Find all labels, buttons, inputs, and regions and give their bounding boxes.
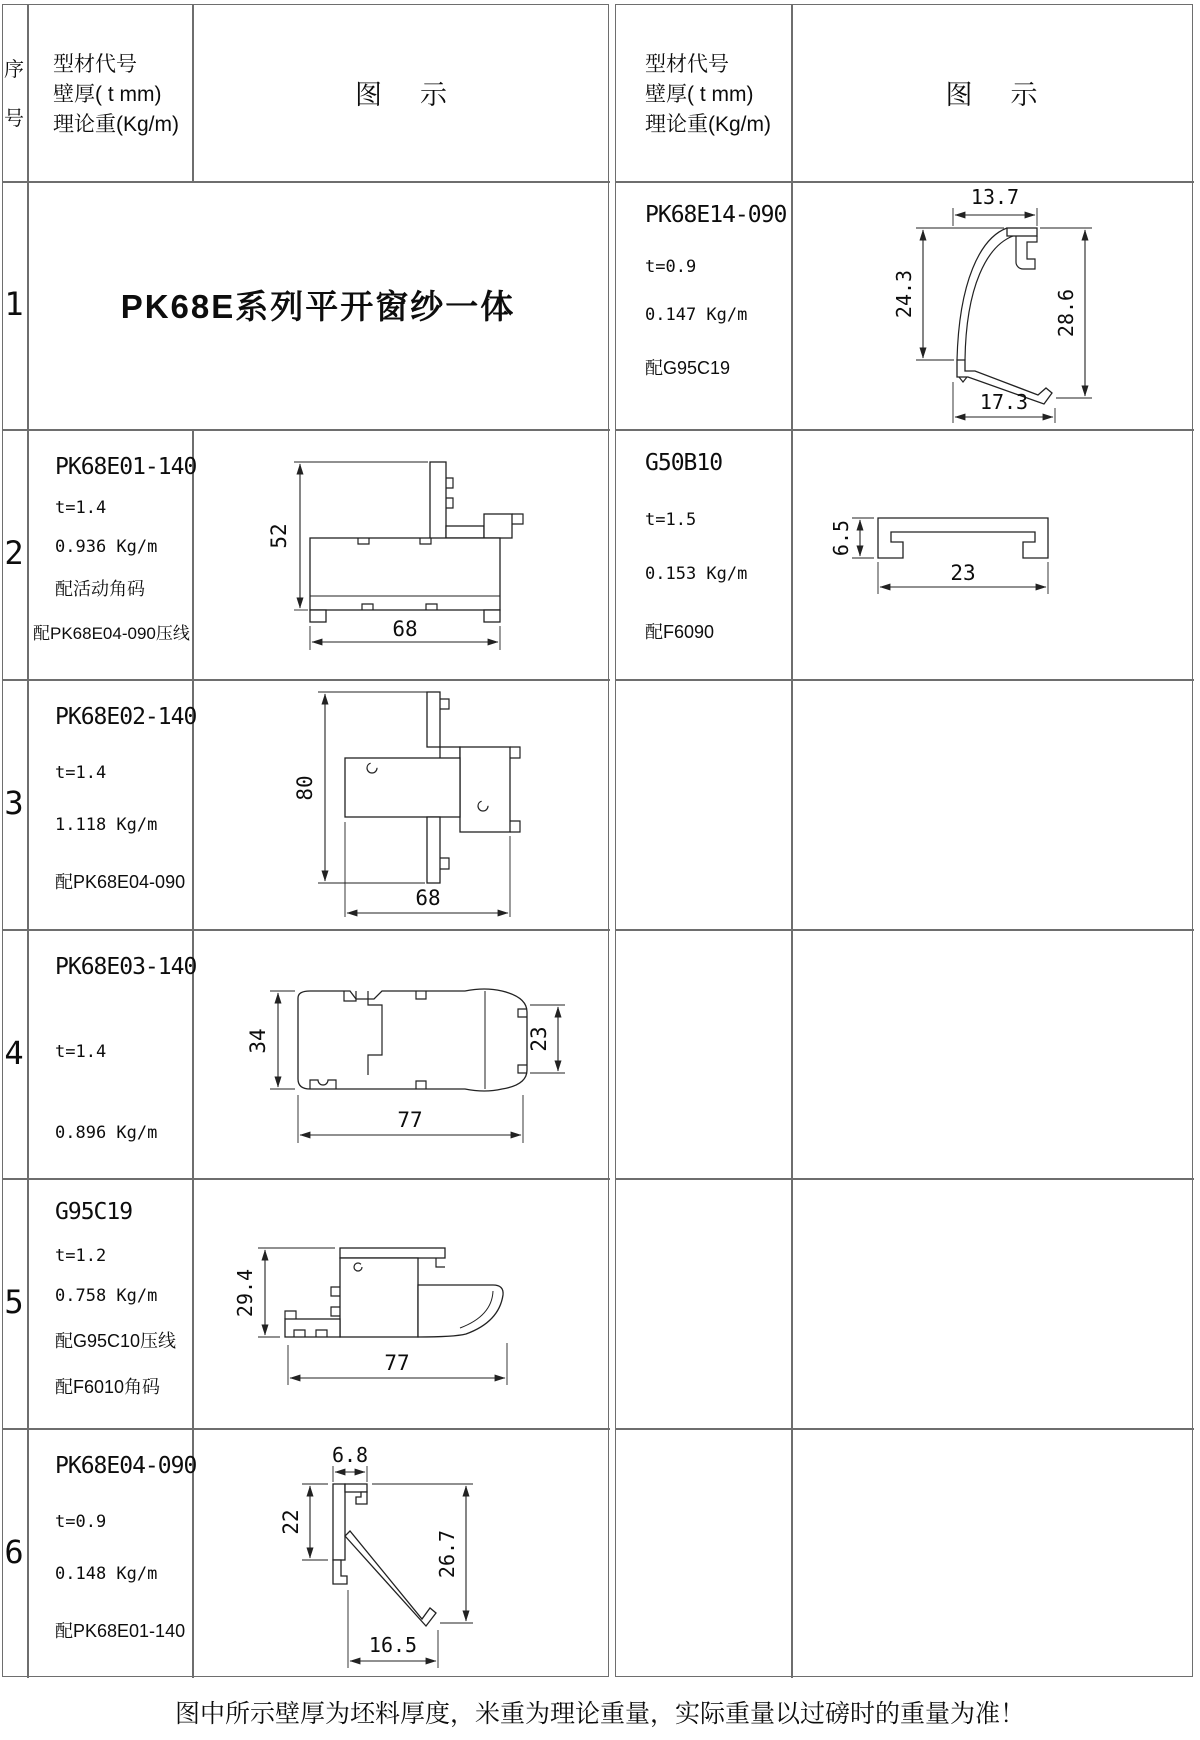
profile-code: PK68E03-140 (55, 954, 197, 980)
dim-label: 23 (950, 561, 976, 585)
profile-diagram-pk68e04-090 (270, 1440, 500, 1680)
spec-g95c19 (27, 1177, 193, 1427)
dim-label: 22 (279, 1509, 303, 1535)
header-diagram-label: 图示 (355, 79, 485, 110)
header-spec-line: 理论重(Kg/m) (645, 113, 771, 136)
wall-thickness: t=0.9 (645, 256, 697, 277)
wall-thickness: t=1.2 (55, 1245, 107, 1266)
profile-diagram-g50b10 (810, 480, 1090, 610)
profile-code: G95C19 (55, 1199, 133, 1225)
unit-weight: 0.758 Kg/m (55, 1286, 158, 1306)
footer-note: 图中所示壁厚为坯料厚度，米重为理论重量，实际重量以过磅时的重量为准！ (174, 1700, 1025, 1728)
wall-thickness: t=1.5 (645, 510, 697, 530)
match-note: 配PK68E04-090 (55, 871, 186, 892)
left-header-spec (27, 4, 192, 180)
spec-pk68e14-090 (615, 180, 790, 428)
unit-weight: 0.148 Kg/m (55, 1564, 158, 1585)
match-note: 配活动角码 (55, 578, 145, 599)
spec-pk68e03-140 (27, 928, 197, 1177)
unit-weight: 0.147 Kg/m (645, 305, 748, 326)
dim-label: 6.8 (331, 1443, 369, 1467)
profile-diagram-pk68e02-140 (250, 686, 540, 920)
dimension-lines (892, 185, 1092, 423)
dim-label: 16.5 (368, 1633, 418, 1657)
match-note: 配PK68E04-090压线 (33, 624, 190, 643)
right-header-diagram (790, 4, 1193, 180)
seq-number: 4 (4, 1033, 24, 1072)
dim-label: 17.3 (979, 390, 1029, 414)
left-header-diagram (193, 4, 609, 180)
profile-code: PK68E02-140 (55, 704, 197, 730)
match-note: 配F6010角码 (55, 1377, 161, 1397)
header-seq-column (2, 4, 26, 180)
dim-label: 77 (384, 1351, 410, 1375)
header-spec-line: 型材代号 (645, 53, 729, 76)
profile-code: PK68E01-140 (55, 454, 197, 480)
dim-label: 68 (392, 617, 418, 641)
dim-label: 80 (293, 775, 317, 801)
profile-diagram-g95c19 (230, 1195, 550, 1410)
header-seq-char-1: 序 (4, 59, 24, 81)
seq-number: 6 (4, 1533, 24, 1571)
header-spec-line: 型材代号 (53, 53, 137, 76)
header-seq-char-2: 号 (4, 108, 24, 130)
dim-label: 28.6 (1054, 288, 1078, 338)
spec-pk68e04-090 (27, 1427, 197, 1677)
grid-line (616, 679, 1194, 681)
wall-thickness: t=0.9 (55, 1511, 107, 1532)
dim-label: 13.7 (970, 185, 1020, 209)
spec-pk68e01-140 (27, 428, 197, 678)
unit-weight: 1.118 Kg/m (55, 815, 158, 836)
profile-code: G50B10 (645, 450, 723, 476)
profile-code: PK68E04-090 (55, 1453, 197, 1479)
match-note: 配PK68E01-140 (55, 1620, 186, 1641)
dim-label: 34 (246, 1028, 270, 1054)
dim-label: 52 (267, 523, 291, 549)
header-spec-line: 理论重(Kg/m) (53, 113, 179, 136)
dimension-lines (279, 1443, 473, 1668)
unit-weight: 0.896 Kg/m (55, 1123, 158, 1143)
match-note: 配G95C19 (645, 357, 731, 378)
profile-outline (285, 1248, 503, 1337)
profile-diagram-pk68e01-140 (250, 440, 540, 670)
spec-pk68e02-140 (27, 678, 197, 928)
right-header-spec (615, 4, 790, 180)
wall-thickness: t=1.4 (55, 498, 107, 519)
wall-thickness: t=1.4 (55, 1041, 107, 1062)
seq-number: 3 (4, 784, 24, 822)
profile-outline (878, 518, 1048, 558)
series-title: PK68E系列平开窗纱一体 (120, 287, 516, 325)
dim-label: 23 (527, 1026, 551, 1052)
dim-label: 26.7 (435, 1529, 459, 1579)
dim-label: 68 (415, 886, 441, 910)
seq-number: 1 (4, 285, 24, 323)
dim-label: 29.4 (233, 1268, 257, 1318)
seq-number: 5 (4, 1283, 24, 1321)
wall-thickness: t=1.4 (55, 762, 107, 783)
match-note: 配F6090 (645, 622, 715, 642)
profile-outline (333, 1484, 436, 1626)
dim-label: 24.3 (892, 269, 916, 319)
profile-outline (957, 228, 1052, 404)
grid-line (616, 1428, 1194, 1430)
profile-outline (345, 692, 520, 883)
profile-outline (310, 462, 523, 622)
header-spec-line: 壁厚( t mm) (645, 83, 754, 106)
grid-line (616, 1178, 1194, 1180)
profile-outline (298, 989, 527, 1091)
match-note: 配G95C10压线 (55, 1330, 177, 1351)
profile-code: PK68E14-090 (645, 202, 787, 228)
unit-weight: 0.153 Kg/m (645, 564, 748, 584)
profile-diagram-pk68e03-140 (240, 965, 570, 1165)
grid-line (616, 929, 1194, 931)
spec-g50b10 (615, 428, 790, 678)
header-spec-line: 壁厚( t mm) (53, 83, 162, 106)
profile-diagram-pk68e14-090 (880, 180, 1100, 430)
dim-label: 77 (397, 1108, 423, 1132)
seq-number: 2 (4, 534, 24, 572)
dim-label: 6.5 (829, 519, 853, 557)
unit-weight: 0.936 Kg/m (55, 536, 158, 557)
header-diagram-label: 图示 (945, 79, 1076, 110)
